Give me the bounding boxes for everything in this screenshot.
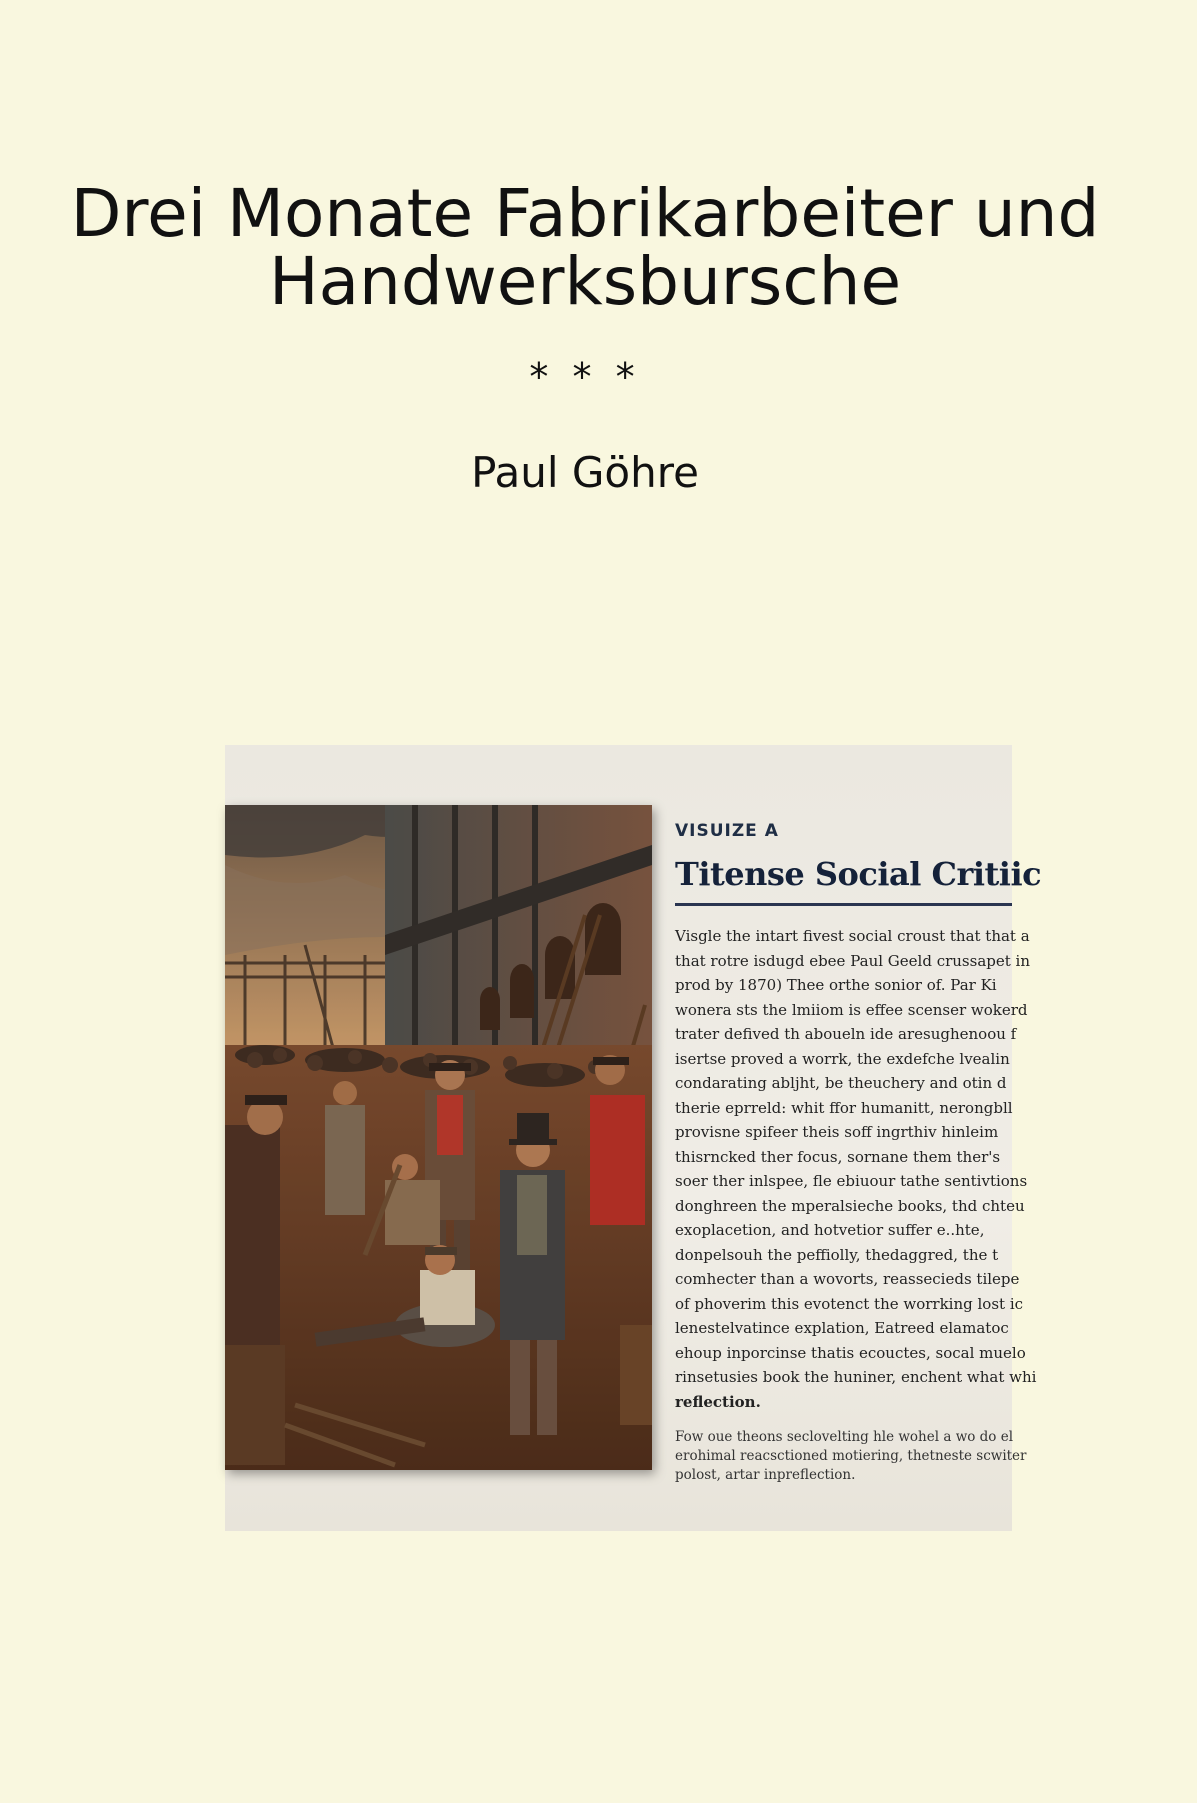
- cover-headline: Titense Social Critiic: [675, 855, 1042, 893]
- headline-rule: [675, 903, 1012, 906]
- footnote-line: polost, artar inpreflection.: [675, 1467, 856, 1483]
- body-line: trater defived th aboueln ide aresughenoou f: [675, 1025, 1017, 1043]
- body-line: of phoverim this evotenct the worrking lost ic: [675, 1294, 1024, 1313]
- body-line: reflection.: [675, 1392, 761, 1411]
- cover-body: [675, 924, 1037, 1414]
- body-line: exoplacetion, and hotvetior suffer e..hte,: [675, 1221, 985, 1239]
- body-line: comhecter than a wovorts, reassecieds tilepe: [675, 1270, 1020, 1288]
- body-line: condarating abljht, be theuchery and otin d: [675, 1074, 1007, 1092]
- body-line: ehoup inporcinse thatis ecouctes, socal muelo: [675, 1343, 1026, 1362]
- book-title-line-1: Drei Monate Fabrikarbeiter und: [70, 175, 1100, 252]
- body-line: wonera sts the lmiiom is effee scenser wokerd: [675, 1000, 1028, 1019]
- cover-kicker: VISUIZE A: [675, 821, 779, 841]
- book-title: [0, 175, 1170, 320]
- body-line: thisrncked ther focus, sornane them ther's: [675, 1147, 1001, 1166]
- cover-text-panel: [675, 821, 1042, 1483]
- body-line: donpelsouh the peffiolly, thedaggred, the t: [675, 1245, 999, 1264]
- body-line: therie eprreld: whit ffor humanitt, nerongbll: [675, 1098, 1013, 1117]
- footnote-line: erohimal reacsctioned motiering, thetneste scwiter: [675, 1448, 1027, 1464]
- factory-painting: [225, 805, 652, 1470]
- body-line: soer ther inlspee, fle ebiuour tathe sentivtions: [675, 1172, 1028, 1190]
- body-line: prod by 1870) Thee orthe sonior of. Par Ki: [675, 976, 997, 994]
- body-line: Visgle the intart fivest social croust that that a: [675, 927, 1030, 945]
- title-ornament: * * *: [529, 355, 641, 399]
- cover-footnote: [675, 1428, 1027, 1485]
- body-line: rinsetusies book the huniner, enchent what whi: [675, 1368, 1037, 1386]
- body-line: isertse proved a worrk, the exdefche lvealin: [675, 1049, 1010, 1068]
- cover-illustration: [225, 745, 1042, 1531]
- book-title-line-2: Handwerksbursche: [268, 243, 902, 320]
- author-name: Paul Göhre: [471, 448, 699, 497]
- body-line: donghreen the mperalsieche books, thd chteu: [675, 1196, 1025, 1215]
- body-line: provisne spifeer theis soff ingrthiv hinleim: [675, 1123, 999, 1141]
- body-line: that rotre isdugd ebee Paul Geeld crussapet in: [675, 951, 1030, 970]
- body-line: lenestelvatince explation, Eatreed elamatoc: [675, 1319, 1009, 1337]
- footnote-line: Fow oue theons seclovelting hle wohel a wo do el: [675, 1429, 1014, 1445]
